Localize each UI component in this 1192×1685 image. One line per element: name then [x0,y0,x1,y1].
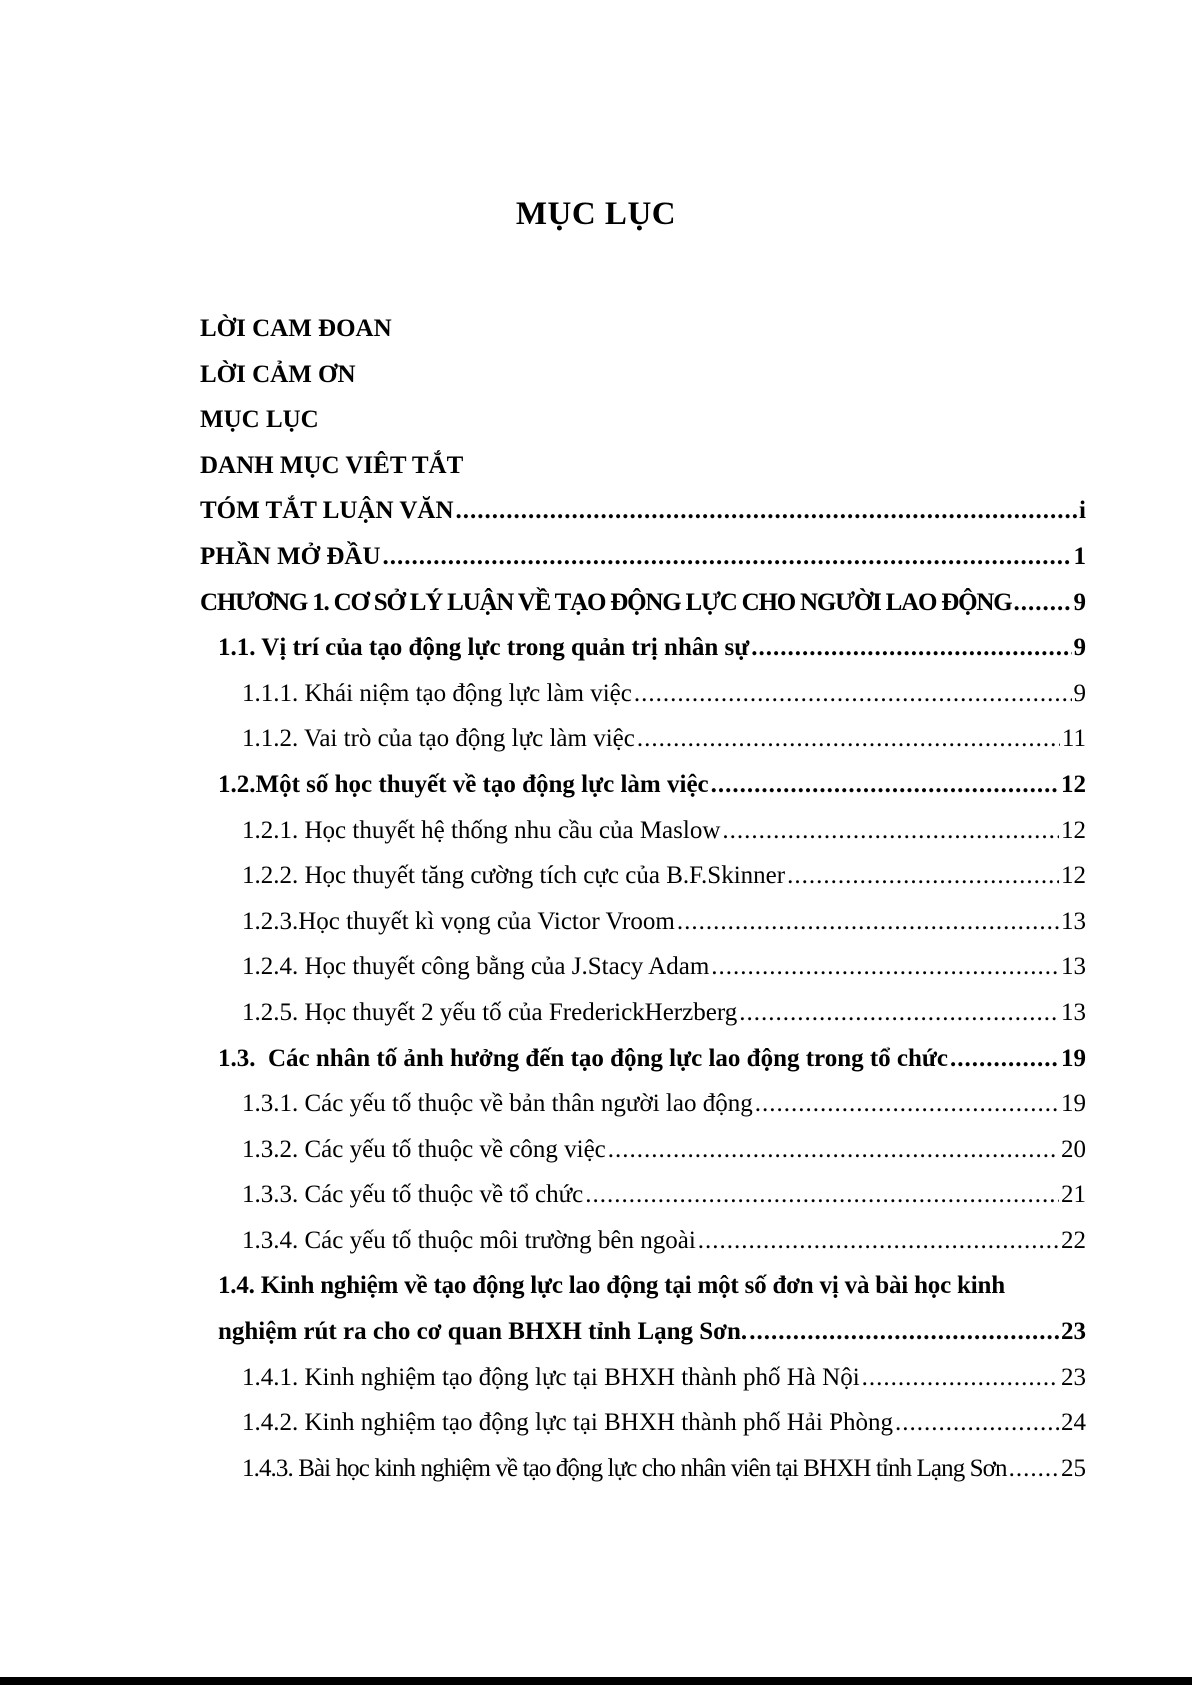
toc-entry[interactable] [200,443,1086,489]
toc-page-number: 12 [1061,770,1086,798]
toc-entry-label: CHƯƠNG 1. CƠ SỞ LÝ LUẬN VỀ TẠO ĐỘNG LỰC CHO NGƯỜI LAO ĐỘNG [200,588,1012,616]
toc-entry-subsection[interactable] [200,671,1086,717]
toc-entry-label: 1.2.1. Học thuyết hệ thống nhu cầu của Maslow [242,816,721,844]
toc-entry-label: 1.1. Vị trí của tạo động lực trong quản trị nhân sự [218,634,750,662]
toc-entry-subsection[interactable] [200,808,1086,854]
toc-entry-label: LỜI CAM ĐOAN [200,315,392,342]
dot-leader [634,671,1072,717]
toc-entry-subsection[interactable] [200,1081,1086,1127]
toc-page-number: 13 [1061,998,1086,1026]
toc-entry-label: 1.2.3.Học thuyết kì vọng của Victor Vroom [242,907,675,935]
toc-page-number: 11 [1061,725,1086,753]
toc-entry-label: 1.2.4. Học thuyết công bằng của J.Stacy Adam [242,953,710,981]
toc-entry-label: 1.3.4. Các yếu tố thuộc môi trường bên ngoài [242,1226,696,1254]
toc-page-number: 24 [1061,1409,1086,1437]
dot-leader [739,990,1059,1036]
toc-page-number: 20 [1061,1135,1086,1163]
toc-entry-label: 1.2.5. Học thuyết 2 yếu tố của FrederickHerzberg [242,998,738,1026]
toc-entry-label-line2: nghiệm rút ra cho cơ quan BHXH tỉnh Lạng Sơn. [218,1318,748,1346]
toc-entry-section[interactable] [200,762,1086,808]
toc-entry-subsection[interactable] [200,990,1086,1036]
toc-entry-subsection[interactable] [200,1172,1086,1218]
dot-leader [895,1400,1059,1446]
toc-entry[interactable] [200,534,1086,580]
toc-entry-label: 1.1.1. Khái niệm tạo động lực làm việc [242,679,632,707]
toc-entry[interactable] [200,352,1086,398]
dot-leader [585,1172,1059,1218]
dot-leader [722,808,1059,854]
toc-entry-label-line1: 1.4. Kinh nghiệm về tạo động lực lao động tại một số đơn vị và bài học kinh [218,1272,1005,1300]
toc-entry-label: DANH MỤC VIÊT TẮT [200,451,464,479]
toc-entry-section[interactable] [200,1036,1086,1082]
toc-entry-subsection[interactable] [200,716,1086,762]
toc-entry[interactable] [200,306,1086,352]
toc-page-number: i [1079,497,1086,525]
toc-entry-subsection[interactable] [200,1218,1086,1264]
dot-leader [862,1355,1059,1401]
toc-entry-subsection[interactable] [200,1400,1086,1446]
toc-page-number: 22 [1061,1226,1086,1254]
dot-leader [608,1127,1059,1173]
toc-entry-subsection[interactable] [200,1446,1086,1492]
bottom-edge-bar [0,1677,1192,1685]
toc-entry-label: 1.3.3. Các yếu tố thuộc về tổ chức [242,1181,584,1209]
toc-page-number: 23 [1061,1363,1086,1391]
dot-leader [677,899,1059,945]
dot-leader [749,1309,1059,1355]
toc-page-number: 21 [1061,1181,1086,1209]
toc-entry-label: 1.3. Các nhân tố ảnh hưởng đến tạo động lực lao động trong tổ chức [218,1044,949,1072]
toc-entry-label: PHẦN MỞ ĐẦU [200,542,381,570]
dot-leader [1009,1446,1059,1492]
toc-entry-label: 1.2.2. Học thuyết tăng cường tích cực của B.F.Skinner [242,862,786,890]
toc-entry-section[interactable] [200,625,1086,671]
dot-leader [698,1218,1059,1264]
toc-entry[interactable] [200,488,1086,534]
toc-entry[interactable] [200,397,1086,443]
toc-entry-label: TÓM TẮT LUẬN VĂN [200,497,454,525]
dot-leader [950,1036,1059,1082]
toc-entry-subsection[interactable] [200,899,1086,945]
toc-page-number: 13 [1061,953,1086,981]
toc-page-number: 23 [1061,1318,1086,1346]
toc-page-number: 12 [1061,862,1086,890]
toc-entry-subsection[interactable] [200,1127,1086,1173]
toc-page-number: 9 [1073,679,1086,707]
toc-page-number: 9 [1073,634,1086,662]
toc-entry-chapter[interactable] [200,580,1086,626]
toc-entry-label: 1.2.Một số học thuyết về tạo động lực làm việc [218,770,709,798]
dot-leader [711,944,1059,990]
toc-entry-label: 1.4.1. Kinh nghiệm tạo động lực tại BHXH thành phố Hà Nội [242,1363,860,1391]
page-title: MỤC LỤC [515,196,677,232]
dot-leader [456,488,1078,534]
toc-entry-label: 1.3.2. Các yếu tố thuộc về công việc [242,1135,606,1163]
toc-page-number: 19 [1061,1090,1086,1118]
table-of-contents [200,306,1086,1491]
dot-leader [383,534,1072,580]
dot-leader [755,1081,1059,1127]
toc-entry-label: 1.4.2. Kinh nghiệm tạo động lực tại BHXH thành phố Hải Phòng [242,1409,893,1437]
toc-entry-section[interactable] [200,1263,1086,1354]
toc-entry-label: LỜI CẢM ƠN [200,360,356,388]
toc-page-number: 13 [1061,907,1086,935]
toc-page-number: 19 [1061,1044,1086,1072]
toc-page-number: 12 [1061,816,1086,844]
toc-entry-label: MỤC LỤC [200,406,319,434]
dot-leader [1013,580,1071,626]
toc-page-number: 1 [1073,542,1086,570]
toc-entry-subsection[interactable] [200,1355,1086,1401]
dot-leader [711,762,1059,808]
dot-leader [751,625,1071,671]
toc-entry-label: 1.4.3. Bài học kinh nghiệm về tạo động lực cho nhân viên tại BHXH tỉnh Lạng Sơn [242,1454,1007,1482]
toc-entry-label: 1.3.1. Các yếu tố thuộc về bản thân người lao động [242,1090,753,1118]
toc-page-number: 9 [1073,588,1086,616]
dot-leader [637,716,1060,762]
toc-entry-subsection[interactable] [200,944,1086,990]
toc-entry-label: 1.1.2. Vai trò của tạo động lực làm việc [242,725,635,753]
dot-leader [787,853,1059,899]
toc-page-number: 25 [1061,1454,1086,1482]
toc-entry-subsection[interactable] [200,853,1086,899]
